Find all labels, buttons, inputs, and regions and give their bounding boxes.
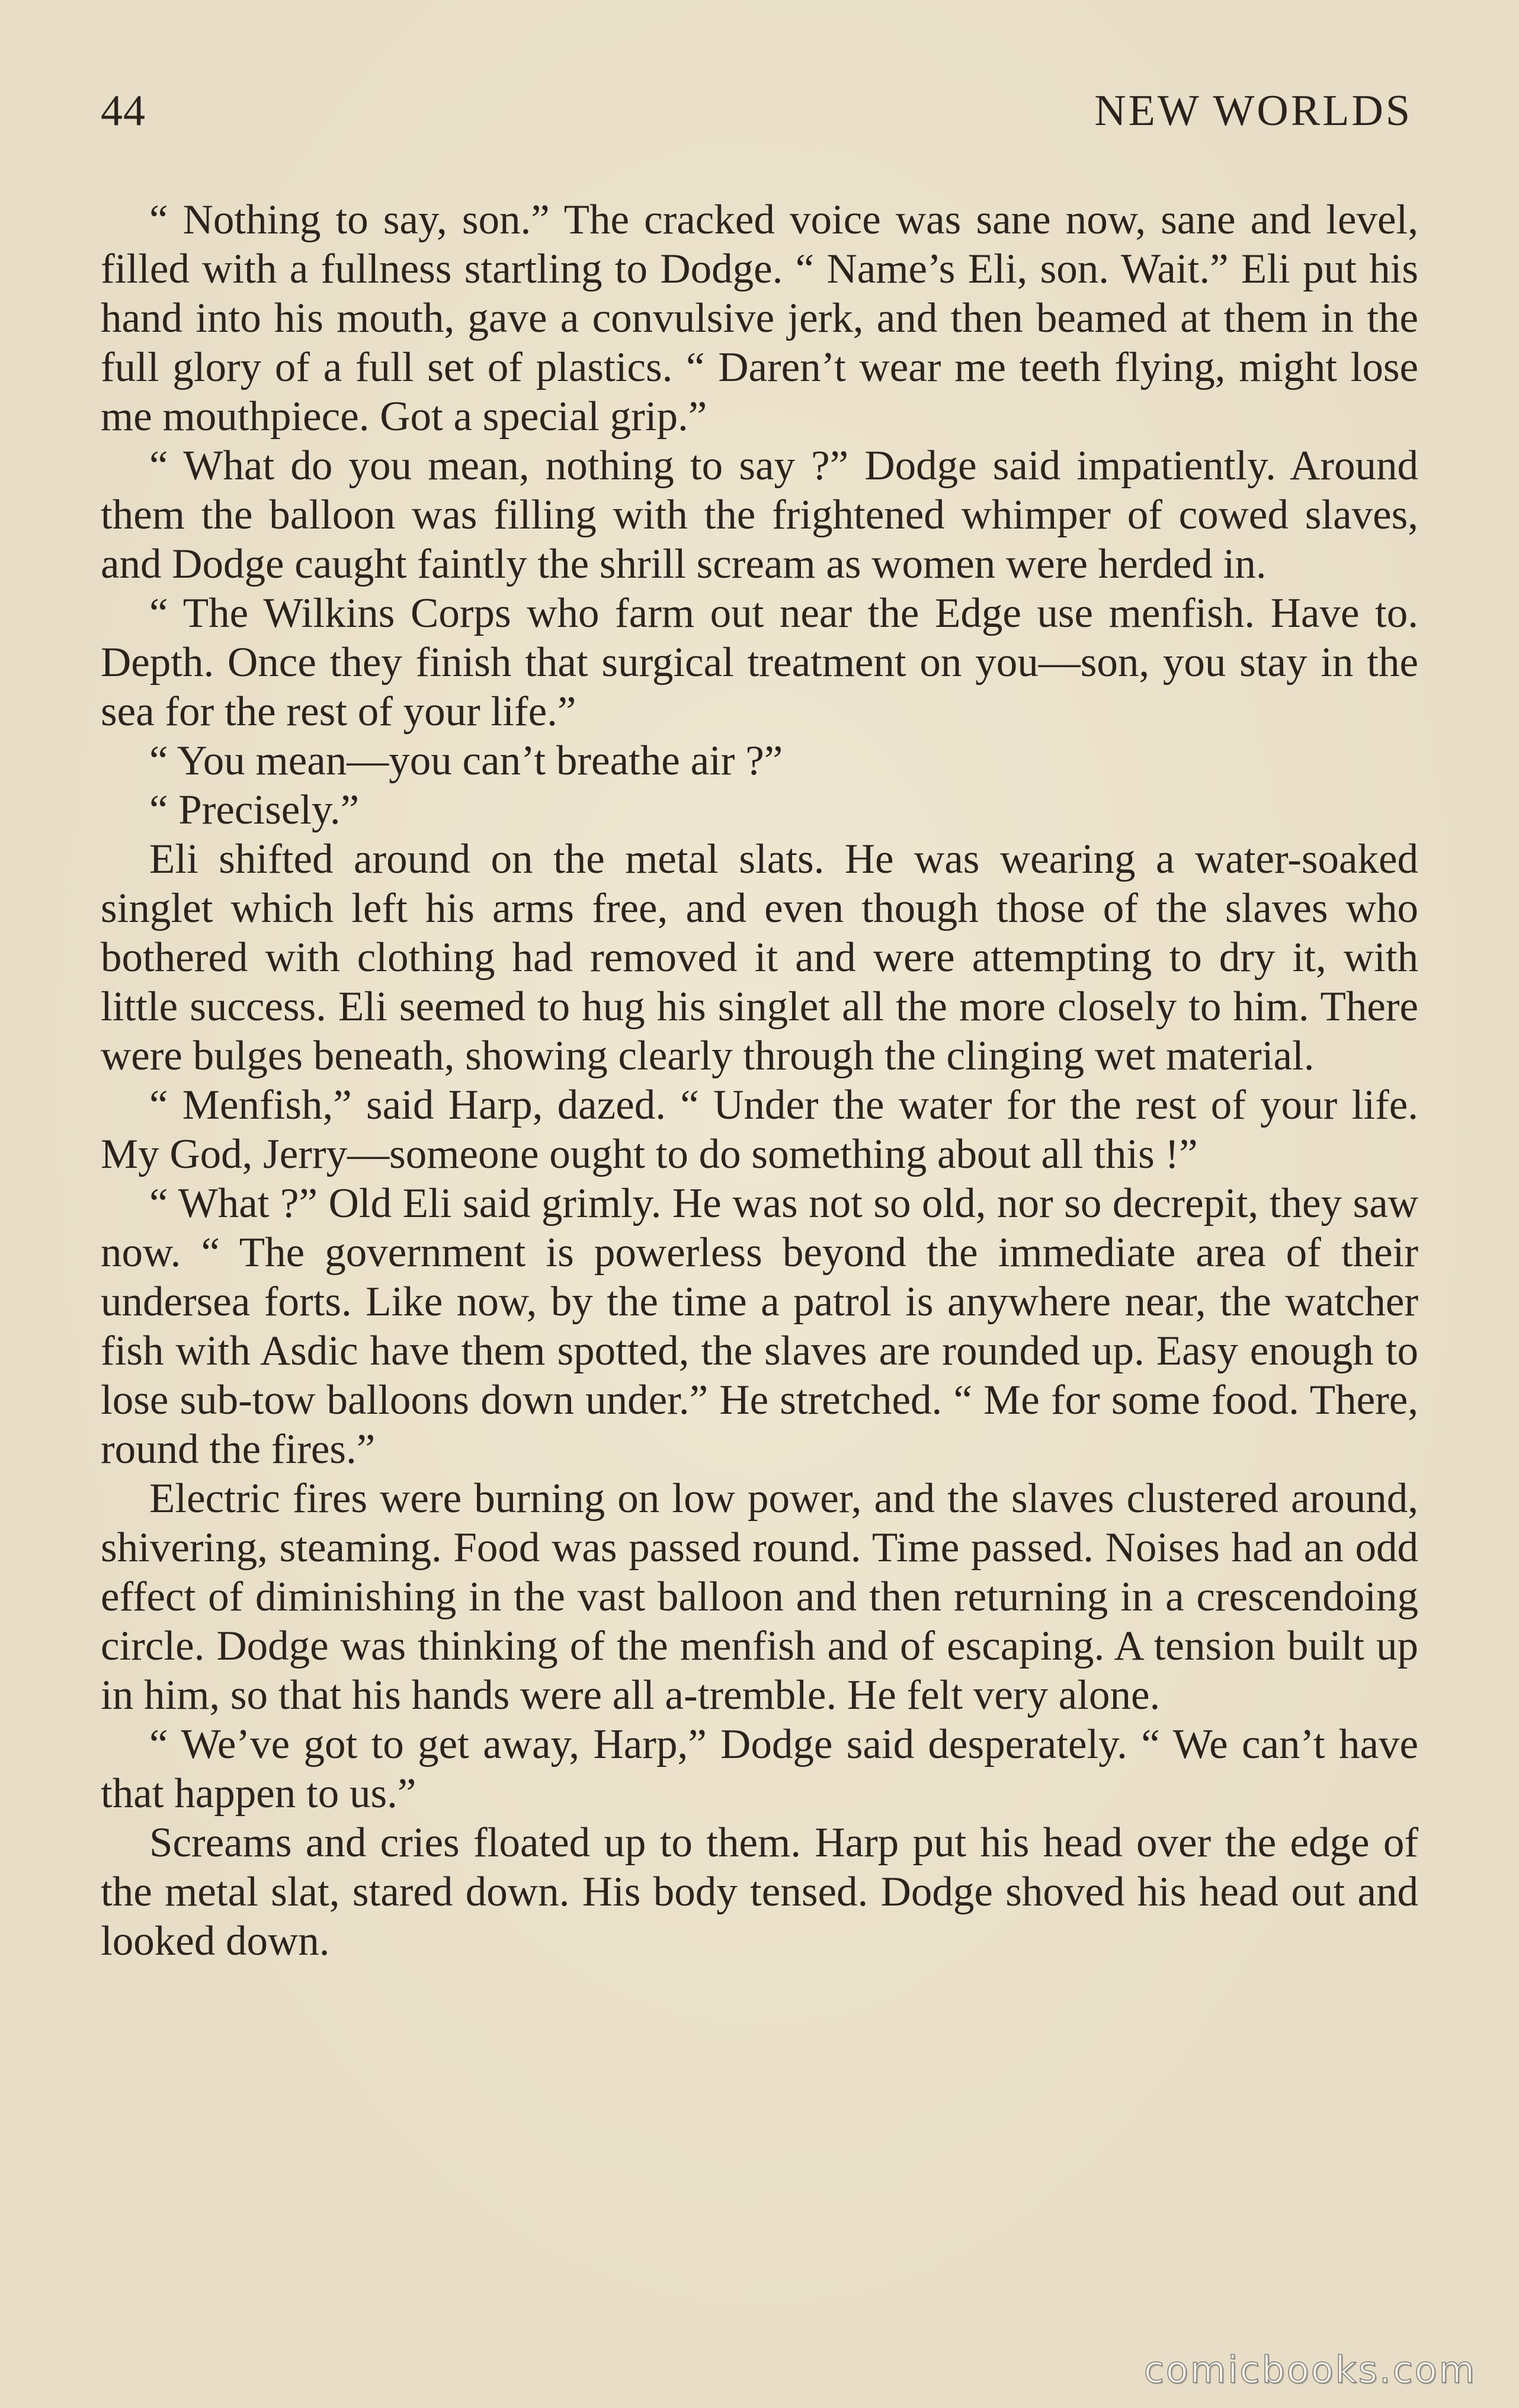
paragraph: “ Precisely.” xyxy=(149,787,360,833)
paragraph: “ The Wilkins Corps who farm out near the Edge use menfish. Have to. Depth. Once they finish that surgical treatment on you—son, you stay in the sea for the rest of your life.” xyxy=(101,590,1418,735)
running-title: NEW WORLDS xyxy=(1094,87,1412,135)
page-number: 44 xyxy=(101,87,146,135)
paragraph: “ What do you mean, nothing to say ?” Dodge said impatiently. Around them the balloon was filling with the frightened whimper of cowed slaves, and Dodge caught faintly the shrill scream as women were herded in. xyxy=(101,443,1418,587)
paragraph: “ What ?” Old Eli said grimly. He was not so old, nor so decrepit, they saw now. “ The government is powerless beyond the immediate area of their undersea forts. Like now, by the time a patrol is anywhere near, the watcher fish with Asdic have them spotted, the slaves are rounded up. Easy enough to lose sub-tow balloons down under.” He stretched. “ Me for some food. There, round the fires.” xyxy=(101,1180,1418,1472)
paragraph: “ Menfish,” said Harp, dazed. “ Under the water for the rest of your life. My God, Jerry—someone ought to do something about all this !” xyxy=(101,1082,1418,1177)
paragraph: “ Nothing to say, son.” The cracked voice was sane now, sane and level, filled with a fullness startling to Dodge. “ Name’s Eli, son. Wait.” Eli put his hand into his mouth, gave a convulsive jerk, and then beamed at them in the full glory of a full set of plastics. “ Daren’t wear me teeth flying, might lose me mouthpiece. Got a special grip.” xyxy=(101,197,1418,440)
body-text xyxy=(101,196,1418,2317)
paragraph: Electric fires were burning on low power, and the slaves clustered around, shivering, steaming. Food was passed round. Time passed. Noises had an odd effect of diminishing in the vast balloon and then returning in a crescendoing circle. Dodge was thinking of the menfish and of escaping. A tension built up in him, so that his hands were all a-tremble. He felt very alone. xyxy=(101,1475,1418,1718)
paragraph: “ We’ve got to get away, Harp,” Dodge said desperately. “ We can’t have that happen to us.” xyxy=(101,1721,1418,1817)
paragraph: Screams and cries floated up to them. Harp put his head over the edge of the metal slat, stared down. His body tensed. Dodge shoved his head out and looked down. xyxy=(101,1820,1418,1964)
paragraph: Eli shifted around on the metal slats. He was wearing a water-soaked singlet which left his arms free, and even though those of the slaves who bothered with clothing had removed it and were attempting to dry it, with little success. Eli seemed to hug his singlet all the more closely to him. There were bulges beneath, showing clearly through the clinging wet material. xyxy=(101,836,1418,1079)
paragraph: “ You mean—you can’t breathe air ?” xyxy=(149,738,783,784)
source-watermark: comicbooks.com xyxy=(1143,2348,1476,2391)
